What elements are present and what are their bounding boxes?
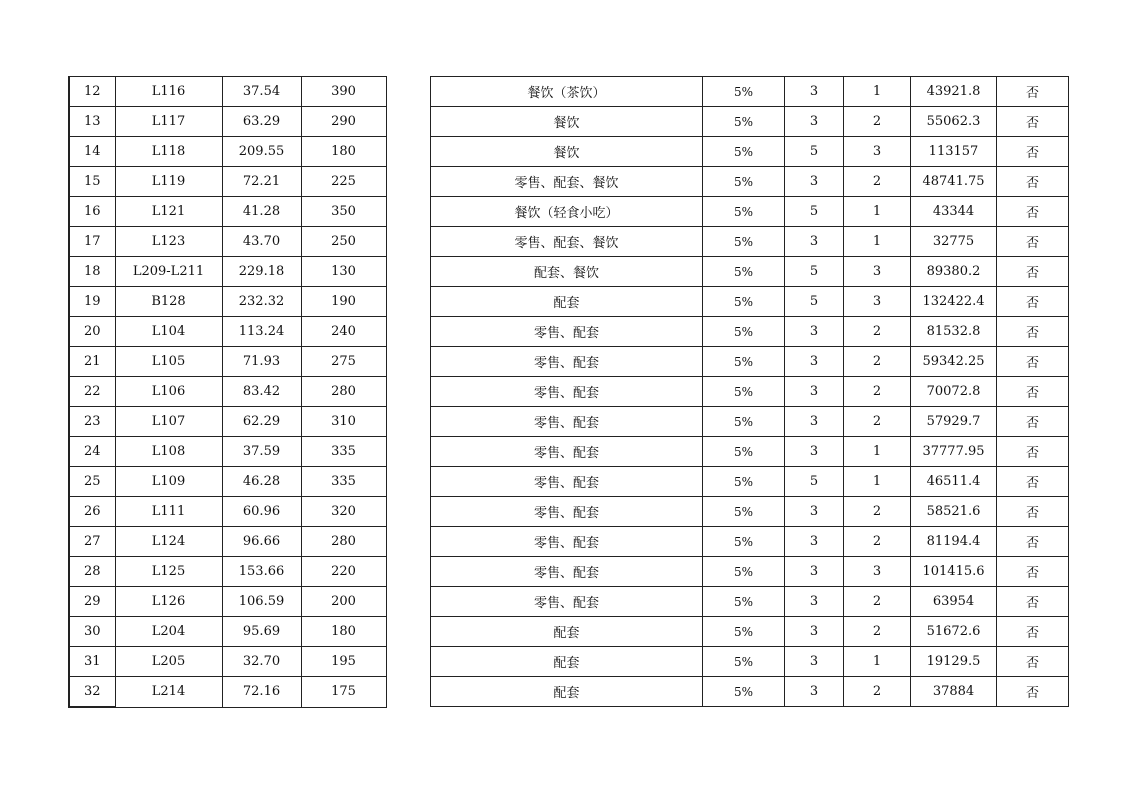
free-period-cell: 1 bbox=[844, 647, 911, 677]
unit-code-cell: B128 bbox=[115, 287, 222, 317]
flag-cell: 否 bbox=[997, 467, 1069, 497]
table-row bbox=[69, 587, 386, 617]
rate-cell: 5% bbox=[703, 377, 785, 407]
rate-cell: 5% bbox=[703, 647, 785, 677]
unit-code-cell: L117 bbox=[115, 107, 222, 137]
table-row bbox=[69, 257, 386, 287]
unit-code-cell: L204 bbox=[115, 617, 222, 647]
usage-cell: 零售、配套 bbox=[431, 407, 703, 437]
usage-cell: 配套 bbox=[431, 617, 703, 647]
table-row bbox=[69, 617, 386, 647]
flag-cell: 否 bbox=[997, 287, 1069, 317]
table-row bbox=[431, 437, 1069, 467]
unit-code-cell: L105 bbox=[115, 347, 222, 377]
left-table bbox=[68, 76, 387, 708]
area-cell: 37.54 bbox=[222, 77, 301, 107]
unit-code-cell: L121 bbox=[115, 197, 222, 227]
usage-cell: 零售、配套 bbox=[431, 377, 703, 407]
area-cell: 113.24 bbox=[222, 317, 301, 347]
free-period-cell: 1 bbox=[844, 227, 911, 257]
years-cell: 3 bbox=[785, 677, 844, 707]
table-row bbox=[431, 107, 1069, 137]
table-row bbox=[69, 227, 386, 257]
usage-cell: 零售、配套 bbox=[431, 467, 703, 497]
table-row bbox=[431, 587, 1069, 617]
rate-cell: 5% bbox=[703, 437, 785, 467]
years-cell: 3 bbox=[785, 557, 844, 587]
price-cell: 180 bbox=[301, 137, 386, 167]
price-cell: 130 bbox=[301, 257, 386, 287]
rate-cell: 5% bbox=[703, 617, 785, 647]
free-period-cell: 1 bbox=[844, 197, 911, 227]
flag-cell: 否 bbox=[997, 377, 1069, 407]
unit-code-cell: L126 bbox=[115, 587, 222, 617]
table-row bbox=[69, 137, 386, 167]
table-row bbox=[69, 647, 386, 677]
table-row bbox=[69, 347, 386, 377]
free-period-cell: 1 bbox=[844, 467, 911, 497]
free-period-cell: 2 bbox=[844, 677, 911, 707]
amount-cell: 132422.4 bbox=[911, 287, 997, 317]
years-cell: 5 bbox=[785, 287, 844, 317]
price-cell: 390 bbox=[301, 77, 386, 107]
free-period-cell: 2 bbox=[844, 107, 911, 137]
area-cell: 37.59 bbox=[222, 437, 301, 467]
area-cell: 46.28 bbox=[222, 467, 301, 497]
rate-cell: 5% bbox=[703, 287, 785, 317]
usage-cell: 餐饮（轻食小吃） bbox=[431, 197, 703, 227]
flag-cell: 否 bbox=[997, 167, 1069, 197]
row-number-cell: 12 bbox=[69, 77, 115, 107]
price-cell: 310 bbox=[301, 407, 386, 437]
usage-cell: 餐饮（茶饮） bbox=[431, 77, 703, 107]
free-period-cell: 3 bbox=[844, 257, 911, 287]
amount-cell: 81532.8 bbox=[911, 317, 997, 347]
years-cell: 3 bbox=[785, 377, 844, 407]
usage-cell: 零售、配套 bbox=[431, 347, 703, 377]
flag-cell: 否 bbox=[997, 347, 1069, 377]
row-number-cell: 13 bbox=[69, 107, 115, 137]
flag-cell: 否 bbox=[997, 677, 1069, 707]
area-cell: 106.59 bbox=[222, 587, 301, 617]
right-table-body bbox=[431, 77, 1069, 707]
amount-cell: 43344 bbox=[911, 197, 997, 227]
free-period-cell: 2 bbox=[844, 497, 911, 527]
table-row bbox=[431, 347, 1069, 377]
price-cell: 220 bbox=[301, 557, 386, 587]
table-row bbox=[69, 287, 386, 317]
flag-cell: 否 bbox=[997, 407, 1069, 437]
row-number-cell: 29 bbox=[69, 587, 115, 617]
area-cell: 209.55 bbox=[222, 137, 301, 167]
table-row bbox=[431, 257, 1069, 287]
years-cell: 3 bbox=[785, 107, 844, 137]
unit-code-cell: L104 bbox=[115, 317, 222, 347]
rate-cell: 5% bbox=[703, 107, 785, 137]
row-number-cell: 27 bbox=[69, 527, 115, 557]
years-cell: 5 bbox=[785, 137, 844, 167]
area-cell: 63.29 bbox=[222, 107, 301, 137]
unit-code-cell: L125 bbox=[115, 557, 222, 587]
rate-cell: 5% bbox=[703, 167, 785, 197]
amount-cell: 37884 bbox=[911, 677, 997, 707]
area-cell: 32.70 bbox=[222, 647, 301, 677]
free-period-cell: 1 bbox=[844, 437, 911, 467]
area-cell: 71.93 bbox=[222, 347, 301, 377]
row-number-cell: 20 bbox=[69, 317, 115, 347]
usage-cell: 零售、配套 bbox=[431, 527, 703, 557]
row-number-cell: 24 bbox=[69, 437, 115, 467]
flag-cell: 否 bbox=[997, 557, 1069, 587]
amount-cell: 43921.8 bbox=[911, 77, 997, 107]
years-cell: 3 bbox=[785, 527, 844, 557]
price-cell: 280 bbox=[301, 377, 386, 407]
amount-cell: 57929.7 bbox=[911, 407, 997, 437]
left-table-body bbox=[69, 77, 386, 708]
table-row bbox=[431, 647, 1069, 677]
table-row bbox=[69, 107, 386, 137]
amount-cell: 101415.6 bbox=[911, 557, 997, 587]
table-row bbox=[69, 317, 386, 347]
table-row bbox=[69, 467, 386, 497]
rate-cell: 5% bbox=[703, 347, 785, 377]
free-period-cell: 2 bbox=[844, 527, 911, 557]
usage-cell: 餐饮 bbox=[431, 137, 703, 167]
rate-cell: 5% bbox=[703, 677, 785, 707]
free-period-cell: 2 bbox=[844, 317, 911, 347]
years-cell: 3 bbox=[785, 437, 844, 467]
rate-cell: 5% bbox=[703, 587, 785, 617]
table-row bbox=[431, 497, 1069, 527]
flag-cell: 否 bbox=[997, 647, 1069, 677]
free-period-cell: 2 bbox=[844, 167, 911, 197]
amount-cell: 19129.5 bbox=[911, 647, 997, 677]
rate-cell: 5% bbox=[703, 407, 785, 437]
price-cell: 195 bbox=[301, 647, 386, 677]
unit-code-cell: L214 bbox=[115, 677, 222, 708]
price-cell: 225 bbox=[301, 167, 386, 197]
flag-cell: 否 bbox=[997, 137, 1069, 167]
free-period-cell: 2 bbox=[844, 377, 911, 407]
amount-cell: 51672.6 bbox=[911, 617, 997, 647]
right-table bbox=[430, 76, 1069, 707]
area-cell: 62.29 bbox=[222, 407, 301, 437]
usage-cell: 配套 bbox=[431, 647, 703, 677]
years-cell: 3 bbox=[785, 347, 844, 377]
table-row bbox=[431, 167, 1069, 197]
table-row bbox=[69, 407, 386, 437]
usage-cell: 零售、配套 bbox=[431, 497, 703, 527]
usage-cell: 配套 bbox=[431, 287, 703, 317]
unit-code-cell: L106 bbox=[115, 377, 222, 407]
years-cell: 3 bbox=[785, 587, 844, 617]
row-number-cell: 15 bbox=[69, 167, 115, 197]
amount-cell: 37777.95 bbox=[911, 437, 997, 467]
row-number-cell: 14 bbox=[69, 137, 115, 167]
rate-cell: 5% bbox=[703, 557, 785, 587]
price-cell: 200 bbox=[301, 587, 386, 617]
area-cell: 83.42 bbox=[222, 377, 301, 407]
usage-cell: 零售、配套 bbox=[431, 437, 703, 467]
table-row bbox=[431, 137, 1069, 167]
amount-cell: 70072.8 bbox=[911, 377, 997, 407]
table-row bbox=[431, 557, 1069, 587]
amount-cell: 113157 bbox=[911, 137, 997, 167]
row-number-cell: 30 bbox=[69, 617, 115, 647]
area-cell: 96.66 bbox=[222, 527, 301, 557]
years-cell: 3 bbox=[785, 167, 844, 197]
area-cell: 41.28 bbox=[222, 197, 301, 227]
table-row bbox=[431, 377, 1069, 407]
table-row bbox=[69, 677, 386, 708]
flag-cell: 否 bbox=[997, 587, 1069, 617]
amount-cell: 81194.4 bbox=[911, 527, 997, 557]
table-row bbox=[69, 197, 386, 227]
row-number-cell: 28 bbox=[69, 557, 115, 587]
row-number-cell: 31 bbox=[69, 647, 115, 677]
amount-cell: 46511.4 bbox=[911, 467, 997, 497]
price-cell: 320 bbox=[301, 497, 386, 527]
area-cell: 153.66 bbox=[222, 557, 301, 587]
row-number-cell: 19 bbox=[69, 287, 115, 317]
price-cell: 250 bbox=[301, 227, 386, 257]
table-row bbox=[431, 317, 1069, 347]
years-cell: 5 bbox=[785, 467, 844, 497]
area-cell: 72.21 bbox=[222, 167, 301, 197]
row-number-cell: 26 bbox=[69, 497, 115, 527]
price-cell: 190 bbox=[301, 287, 386, 317]
flag-cell: 否 bbox=[997, 317, 1069, 347]
free-period-cell: 2 bbox=[844, 617, 911, 647]
table-row bbox=[69, 557, 386, 587]
flag-cell: 否 bbox=[997, 227, 1069, 257]
flag-cell: 否 bbox=[997, 107, 1069, 137]
flag-cell: 否 bbox=[997, 437, 1069, 467]
row-number-cell: 22 bbox=[69, 377, 115, 407]
rate-cell: 5% bbox=[703, 227, 785, 257]
table-row bbox=[431, 617, 1069, 647]
amount-cell: 32775 bbox=[911, 227, 997, 257]
table-row bbox=[69, 377, 386, 407]
row-number-cell: 17 bbox=[69, 227, 115, 257]
free-period-cell: 2 bbox=[844, 587, 911, 617]
years-cell: 3 bbox=[785, 647, 844, 677]
flag-cell: 否 bbox=[997, 77, 1069, 107]
years-cell: 3 bbox=[785, 77, 844, 107]
usage-cell: 零售、配套 bbox=[431, 557, 703, 587]
price-cell: 240 bbox=[301, 317, 386, 347]
rate-cell: 5% bbox=[703, 77, 785, 107]
price-cell: 350 bbox=[301, 197, 386, 227]
amount-cell: 48741.75 bbox=[911, 167, 997, 197]
years-cell: 3 bbox=[785, 497, 844, 527]
table-row bbox=[69, 167, 386, 197]
rate-cell: 5% bbox=[703, 197, 785, 227]
table-row bbox=[69, 497, 386, 527]
area-cell: 232.32 bbox=[222, 287, 301, 317]
free-period-cell: 1 bbox=[844, 77, 911, 107]
years-cell: 5 bbox=[785, 257, 844, 287]
free-period-cell: 3 bbox=[844, 557, 911, 587]
usage-cell: 配套、餐饮 bbox=[431, 257, 703, 287]
flag-cell: 否 bbox=[997, 617, 1069, 647]
rate-cell: 5% bbox=[703, 527, 785, 557]
table-row bbox=[431, 227, 1069, 257]
table-row bbox=[431, 77, 1069, 107]
amount-cell: 59342.25 bbox=[911, 347, 997, 377]
years-cell: 3 bbox=[785, 407, 844, 437]
price-cell: 335 bbox=[301, 437, 386, 467]
unit-code-cell: L119 bbox=[115, 167, 222, 197]
usage-cell: 配套 bbox=[431, 677, 703, 707]
table-row bbox=[431, 287, 1069, 317]
table-row bbox=[69, 527, 386, 557]
table-row bbox=[431, 677, 1069, 707]
table-row bbox=[69, 77, 386, 107]
price-cell: 290 bbox=[301, 107, 386, 137]
price-cell: 275 bbox=[301, 347, 386, 377]
row-number-cell: 16 bbox=[69, 197, 115, 227]
row-number-cell: 18 bbox=[69, 257, 115, 287]
unit-code-cell: L123 bbox=[115, 227, 222, 257]
row-number-cell: 25 bbox=[69, 467, 115, 497]
free-period-cell: 3 bbox=[844, 287, 911, 317]
table-row bbox=[431, 527, 1069, 557]
unit-code-cell: L111 bbox=[115, 497, 222, 527]
row-number-cell: 32 bbox=[69, 677, 115, 708]
table-row bbox=[69, 437, 386, 467]
usage-cell: 零售、配套、餐饮 bbox=[431, 167, 703, 197]
price-cell: 280 bbox=[301, 527, 386, 557]
rate-cell: 5% bbox=[703, 257, 785, 287]
rate-cell: 5% bbox=[703, 497, 785, 527]
usage-cell: 零售、配套 bbox=[431, 587, 703, 617]
flag-cell: 否 bbox=[997, 497, 1069, 527]
rate-cell: 5% bbox=[703, 317, 785, 347]
years-cell: 5 bbox=[785, 197, 844, 227]
flag-cell: 否 bbox=[997, 197, 1069, 227]
unit-code-cell: L124 bbox=[115, 527, 222, 557]
price-cell: 335 bbox=[301, 467, 386, 497]
area-cell: 72.16 bbox=[222, 677, 301, 708]
flag-cell: 否 bbox=[997, 257, 1069, 287]
usage-cell: 餐饮 bbox=[431, 107, 703, 137]
free-period-cell: 2 bbox=[844, 407, 911, 437]
area-cell: 95.69 bbox=[222, 617, 301, 647]
unit-code-cell: L109 bbox=[115, 467, 222, 497]
unit-code-cell: L205 bbox=[115, 647, 222, 677]
area-cell: 43.70 bbox=[222, 227, 301, 257]
flag-cell: 否 bbox=[997, 527, 1069, 557]
row-number-cell: 21 bbox=[69, 347, 115, 377]
amount-cell: 89380.2 bbox=[911, 257, 997, 287]
unit-code-cell: L116 bbox=[115, 77, 222, 107]
usage-cell: 零售、配套、餐饮 bbox=[431, 227, 703, 257]
amount-cell: 58521.6 bbox=[911, 497, 997, 527]
row-number-cell: 23 bbox=[69, 407, 115, 437]
price-cell: 180 bbox=[301, 617, 386, 647]
area-cell: 229.18 bbox=[222, 257, 301, 287]
usage-cell: 零售、配套 bbox=[431, 317, 703, 347]
unit-code-cell: L107 bbox=[115, 407, 222, 437]
free-period-cell: 2 bbox=[844, 347, 911, 377]
rate-cell: 5% bbox=[703, 467, 785, 497]
table-row bbox=[431, 407, 1069, 437]
years-cell: 3 bbox=[785, 317, 844, 347]
unit-code-cell: L209-L211 bbox=[115, 257, 222, 287]
amount-cell: 55062.3 bbox=[911, 107, 997, 137]
amount-cell: 63954 bbox=[911, 587, 997, 617]
unit-code-cell: L118 bbox=[115, 137, 222, 167]
price-cell: 175 bbox=[301, 677, 386, 708]
years-cell: 3 bbox=[785, 227, 844, 257]
free-period-cell: 3 bbox=[844, 137, 911, 167]
years-cell: 3 bbox=[785, 617, 844, 647]
table-row bbox=[431, 467, 1069, 497]
rate-cell: 5% bbox=[703, 137, 785, 167]
area-cell: 60.96 bbox=[222, 497, 301, 527]
unit-code-cell: L108 bbox=[115, 437, 222, 467]
table-row bbox=[431, 197, 1069, 227]
